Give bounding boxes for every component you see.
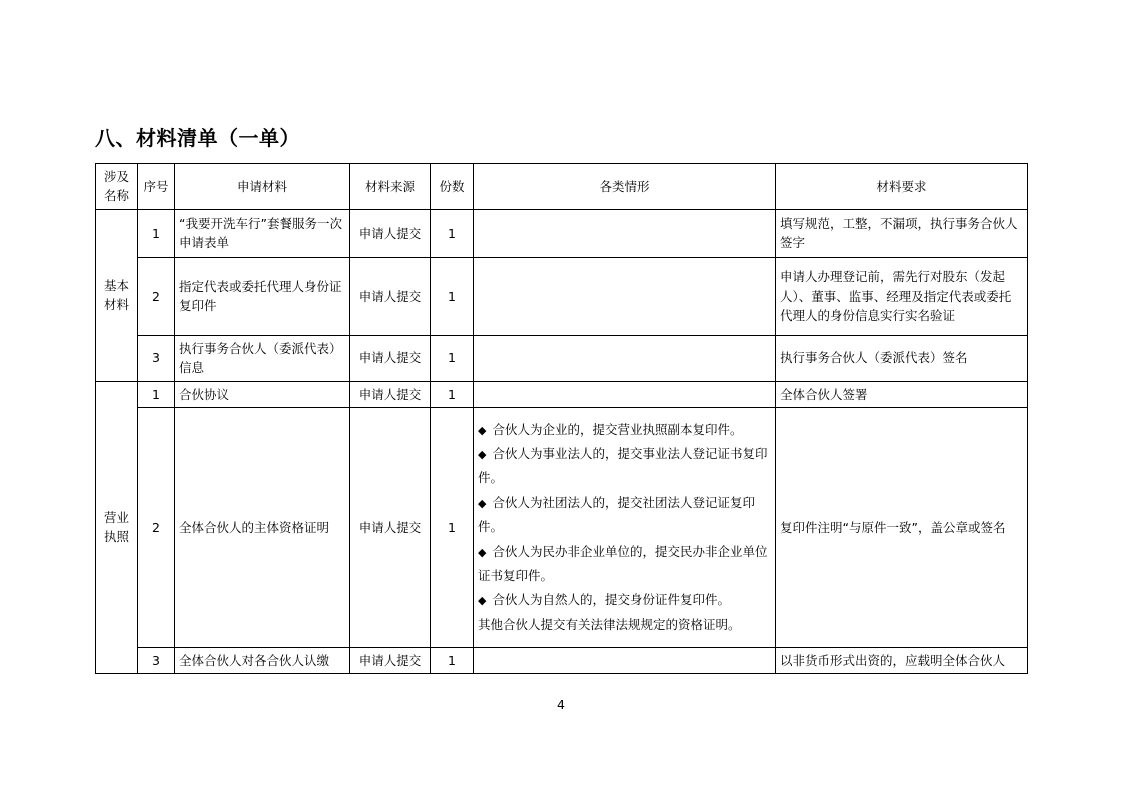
row-requirement: 以非货币形式出资的，应载明全体合伙人 <box>776 647 1028 673</box>
column-header-copies: 份数 <box>431 164 474 210</box>
page-title: 八、材料清单（一单） <box>95 126 300 150</box>
row-requirement: 全体合伙人签署 <box>776 381 1028 407</box>
row-material: 全体合伙人的主体资格证明 <box>175 407 350 647</box>
row-index: 2 <box>138 257 175 335</box>
row-material: “我要开洗车行”套餐服务一次申请表单 <box>175 209 350 257</box>
row-situations <box>474 257 776 335</box>
column-header-requirement: 材料要求 <box>776 164 1028 210</box>
group-label-license: 营业执照 <box>96 381 138 674</box>
row-source: 申请人提交 <box>350 257 431 335</box>
row-requirement: 复印件注明“与原件一致”，盖公章或签名 <box>776 407 1028 647</box>
table-row <box>96 257 1028 335</box>
row-copies: 1 <box>431 209 474 257</box>
diamond-bullet-icon: ◆ <box>478 423 487 437</box>
row-material: 全体合伙人对各合伙人认缴 <box>175 647 350 673</box>
row-copies: 1 <box>431 407 474 647</box>
row-situations <box>474 381 776 407</box>
row-copies: 1 <box>431 335 474 381</box>
row-requirement: 填写规范，工整，不漏项，执行事务合伙人签字 <box>776 209 1028 257</box>
row-source: 申请人提交 <box>350 209 431 257</box>
column-header-index: 序号 <box>138 164 175 210</box>
situations-note: 其他合伙人提交有关法律法规规定的资格证明。 <box>478 616 741 632</box>
row-copies: 1 <box>431 257 474 335</box>
row-requirement: 执行事务合伙人（委派代表）签名 <box>776 335 1028 381</box>
list-item: ◆ 合伙人为民办非企业单位的，提交民办非企业单位证书复印件。 <box>478 543 768 583</box>
column-header-scope: 涉及名称 <box>96 164 138 210</box>
row-situations <box>474 335 776 381</box>
diamond-bullet-icon: ◆ <box>478 545 487 559</box>
row-source: 申请人提交 <box>350 647 431 673</box>
row-material: 指定代表或委托代理人身份证复印件 <box>175 257 350 335</box>
row-index: 1 <box>138 381 175 407</box>
diamond-bullet-icon: ◆ <box>478 496 487 510</box>
row-situations-bulleted <box>474 407 776 647</box>
row-situations <box>474 209 776 257</box>
material-list-table <box>95 163 1028 674</box>
diamond-bullet-icon: ◆ <box>478 448 487 462</box>
row-index: 2 <box>138 407 175 647</box>
table-row <box>96 335 1028 381</box>
group-label-basic: 基本材料 <box>96 209 138 381</box>
table-row <box>96 407 1028 647</box>
column-header-material: 申请材料 <box>175 164 350 210</box>
row-index: 1 <box>138 209 175 257</box>
row-source: 申请人提交 <box>350 407 431 647</box>
situations-bullet-list <box>478 418 771 637</box>
row-material: 合伙协议 <box>175 381 350 407</box>
table-row <box>96 647 1028 673</box>
column-header-source: 材料来源 <box>350 164 431 210</box>
row-index: 3 <box>138 335 175 381</box>
diamond-bullet-icon: ◆ <box>478 594 487 608</box>
row-situations <box>474 647 776 673</box>
list-item: ◆ 合伙人为事业法人的，提交事业法人登记证书复印件。 <box>478 446 768 486</box>
page-number: 4 <box>557 697 565 712</box>
row-index: 3 <box>138 647 175 673</box>
row-source: 申请人提交 <box>350 381 431 407</box>
table-row <box>96 381 1028 407</box>
table-header-row <box>96 164 1028 210</box>
row-source: 申请人提交 <box>350 335 431 381</box>
row-requirement: 申请人办理登记前，需先行对股东（发起人）、董事、监事、经理及指定代表或委托代理人的身份信息实行实名验证 <box>776 257 1028 335</box>
list-item: ◆ 合伙人为自然人的，提交身份证件复印件。 <box>478 592 730 608</box>
list-item: ◆ 合伙人为企业的，提交营业执照副本复印件。 <box>478 421 743 437</box>
row-material: 执行事务合伙人（委派代表）信息 <box>175 335 350 381</box>
table-row <box>96 209 1028 257</box>
list-item: ◆ 合伙人为社团法人的，提交社团法人登记证复印件。 <box>478 494 755 535</box>
row-copies: 1 <box>431 647 474 673</box>
column-header-situations: 各类情形 <box>474 164 776 210</box>
row-copies: 1 <box>431 381 474 407</box>
